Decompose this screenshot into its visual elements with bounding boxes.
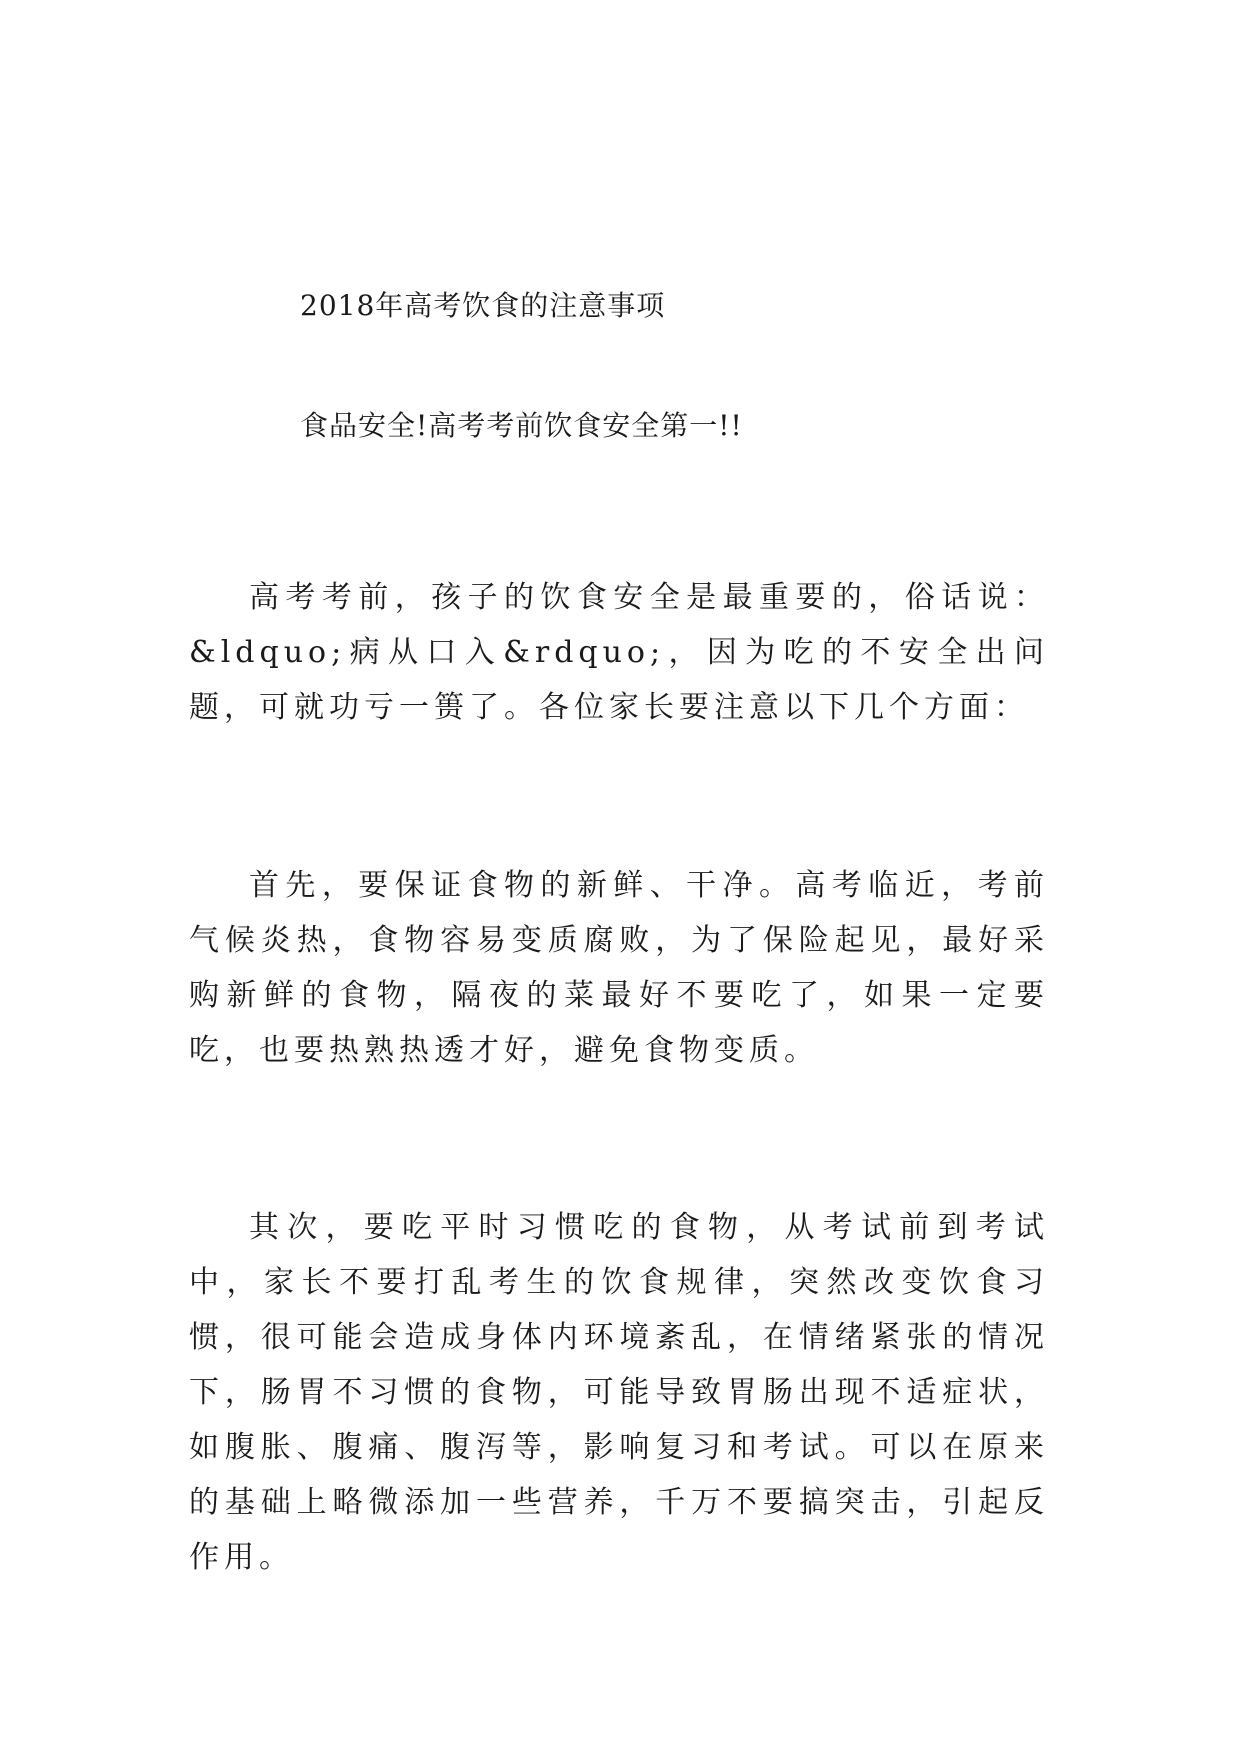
document-title: 2018年高考饮食的注意事项 [300,289,666,322]
paragraph-freshness: 首先，要保证食物的新鲜、干净。高考临近，考前气候炎热，食物容易变质腐败，为了保险起见，最好采购新鲜的食物，隔夜的菜最好不要吃了，如果一定要吃，也要热熟热透才好，避免食物变质。 [189,868,1049,1068]
document-subtitle: 食品安全!高考考前饮食安全第一!! [300,409,743,442]
paragraph-habits: 其次，要吃平时习惯吃的食物，从考试前到考试中，家长不要打乱考生的饮食规律，突然改变饮食习惯，很可能会造成身体内环境紊乱，在情绪紧张的情况下，肠胃不习惯的食物，可能导致胃肠出现不适症状，如腹胀、腹痛、腹泻等，影响复习和考试。可以在原来的基础上略微添加一些营养，千万不要搞突击，引起反作用。 [189,1210,1049,1575]
paragraph-intro: 高考考前，孩子的饮食安全是最重要的，俗话说：&ldquo;病从口入&rdquo;，因为吃的不安全出问题，可就功亏一篑了。各位家长要注意以下几个方面： [189,580,1049,725]
